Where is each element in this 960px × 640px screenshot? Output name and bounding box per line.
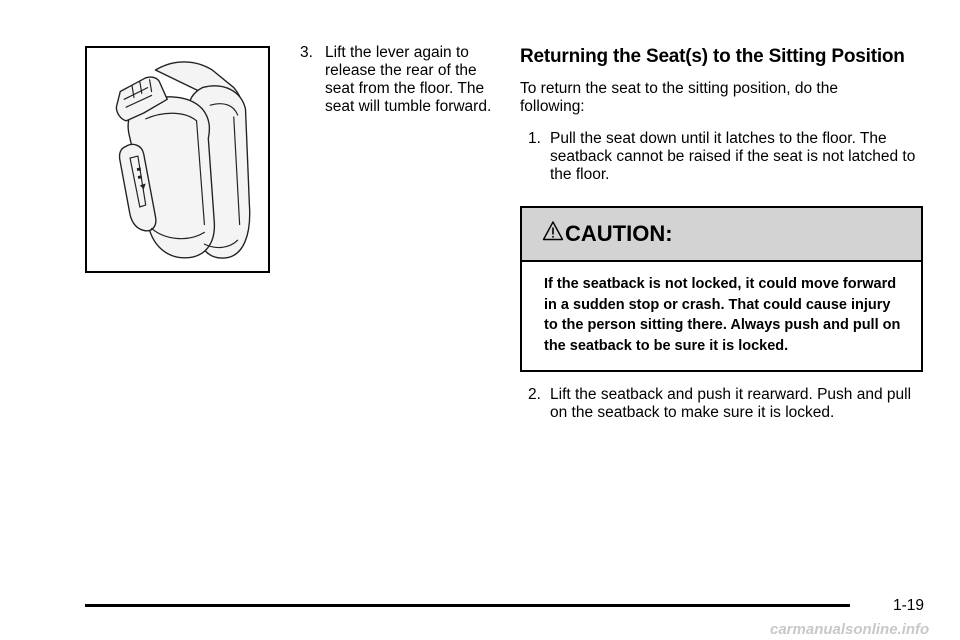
footer-rule (85, 604, 850, 607)
step-number: 2. (528, 386, 541, 403)
section-heading: Returning the Seat(s) to the Sitting Position (520, 46, 905, 67)
seat-illustration (85, 46, 270, 273)
watermark: carmanualsonline.info (770, 621, 930, 638)
folded-seat-drawing (87, 48, 268, 271)
right-column (520, 44, 925, 422)
caution-header (522, 208, 921, 262)
step-text: Lift the lever again to release the rear of the seat from the floor. The seat will tumble forward. (325, 44, 492, 115)
warning-triangle-icon (542, 220, 564, 242)
step-3 (300, 44, 500, 116)
step-number: 1. (528, 130, 541, 147)
step-text: Lift the seatback and push it rearward. Push and pull on the seatback to make sure it is locked. (550, 386, 912, 421)
step-1 (520, 130, 925, 184)
caution-box (520, 206, 923, 372)
step-number: 3. (300, 44, 313, 61)
caution-title: CAUTION: (565, 221, 673, 246)
step-2 (520, 386, 925, 422)
caution-text: If the seatback is not locked, it could move forward in a sudden stop or crash. That could cause injury to the person sitting there. Always push and pull on the seatback to be sure it is locked. (544, 276, 901, 354)
step-text: Pull the seat down until it latches to the floor. The seatback cannot be raised if the seat is not latched to the floor. (550, 130, 916, 183)
section-intro: To return the seat to the sitting position, do the following: (520, 80, 838, 115)
page-number: 1-19 (893, 597, 925, 614)
left-step-container (300, 44, 500, 116)
